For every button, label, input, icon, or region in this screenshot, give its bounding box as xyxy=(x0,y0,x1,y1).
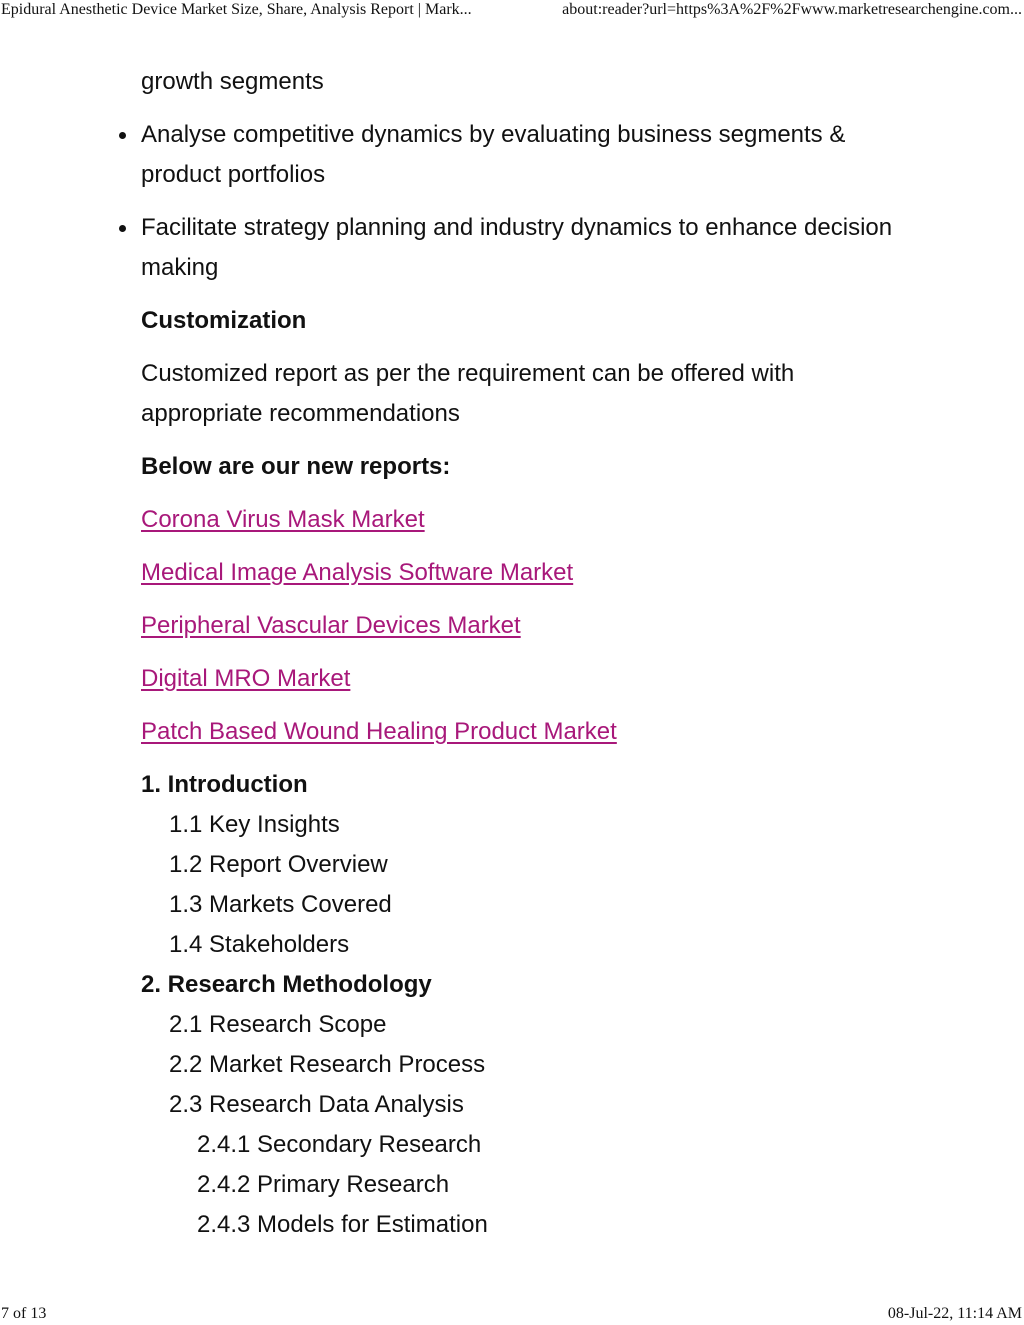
list-item-text: Facilitate strategy planning and industry dynamics to enhance decision making xyxy=(141,214,893,281)
customization-heading: Customization xyxy=(141,307,307,334)
print-datetime: 08-Jul-22, 11:14 AM xyxy=(887,1305,1022,1322)
toc-subsection: 2.3 Research Data Analysis xyxy=(169,1091,464,1118)
toc-subsection: 1.3 Markets Covered xyxy=(169,891,392,918)
list-item-text: Analyse competitive dynamics by evaluating business segments & product portfolios xyxy=(141,121,846,188)
print-header xyxy=(0,0,1024,22)
page-url: about:reader?url=https%3A%2F%2Fwww.marketresearchengine.com... xyxy=(562,1,1022,18)
reader-article xyxy=(141,62,901,1245)
customization-text: Customized report as per the requirement can be offered with appropriate recommendations xyxy=(141,360,795,427)
toc-subsection: 1.2 Report Overview xyxy=(169,851,388,878)
toc-subsection: 1.4 Stakeholders xyxy=(169,931,350,958)
report-link-patch-wound-healing[interactable]: Patch Based Wound Healing Product Market xyxy=(141,718,617,745)
report-link-peripheral-vascular[interactable]: Peripheral Vascular Devices Market xyxy=(141,612,521,639)
bullet-icon xyxy=(119,225,126,232)
toc-subsubsection: 2.4.1 Secondary Research xyxy=(197,1131,482,1158)
list-item xyxy=(141,208,901,288)
toc-subsubsection: 2.4.2 Primary Research xyxy=(197,1171,450,1198)
list-item xyxy=(141,115,901,195)
toc-subsection: 2.1 Research Scope xyxy=(169,1011,387,1038)
toc-section: 1. Introduction xyxy=(141,771,308,798)
new-reports-heading: Below are our new reports: xyxy=(141,453,451,480)
print-footer xyxy=(0,1305,1024,1325)
report-link-digital-mro[interactable]: Digital MRO Market xyxy=(141,665,351,692)
toc-subsection: 1.1 Key Insights xyxy=(169,811,340,838)
continued-text: growth segments xyxy=(141,68,324,95)
page-number: 7 of 13 xyxy=(1,1305,47,1322)
objectives-list xyxy=(141,115,901,288)
report-link-corona-virus-mask[interactable]: Corona Virus Mask Market xyxy=(141,506,425,533)
table-of-contents xyxy=(141,765,901,1245)
page-title: Epidural Anesthetic Device Market Size, Share, Analysis Report | Mark... xyxy=(1,1,472,18)
toc-section: 2. Research Methodology xyxy=(141,971,432,998)
bullet-icon xyxy=(119,132,126,139)
toc-subsection: 2.2 Market Research Process xyxy=(169,1051,486,1078)
report-link-medical-image-analysis[interactable]: Medical Image Analysis Software Market xyxy=(141,559,574,586)
toc-subsubsection: 2.4.3 Models for Estimation xyxy=(197,1211,488,1238)
